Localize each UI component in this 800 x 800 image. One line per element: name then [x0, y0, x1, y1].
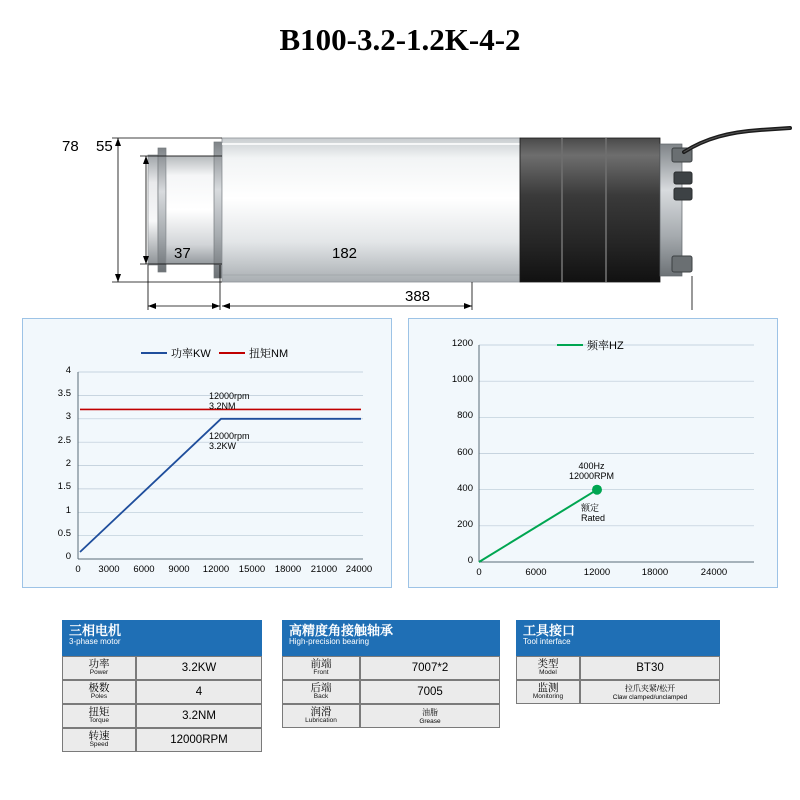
annotation-torque-line2: 3.2NM: [209, 401, 236, 412]
spec-table-motor-header-cn: 三相电机: [69, 623, 122, 638]
spec-table-bearing-header: [282, 620, 500, 656]
spec-key-back-bearing-cn: 后端: [310, 682, 332, 695]
spec-key-front-bearing-en: Front: [313, 668, 329, 676]
spec-key-monitoring-cn: 监测: [537, 682, 559, 695]
spec-key-power-en: Power: [89, 668, 109, 676]
ytick-1: 1: [65, 505, 71, 516]
legend-frequency: [557, 337, 624, 353]
spec-value-lubrication-en: Grease: [419, 718, 441, 725]
spec-key-front-bearing-cn: 前端: [310, 658, 332, 671]
dim-total-length: 388: [405, 288, 431, 305]
spec-key-front-bearing: [282, 656, 360, 680]
annotation-rated-en: Rated: [581, 513, 606, 524]
spec-key-speed-cn: 转速: [88, 730, 110, 743]
spec-value-torque: [136, 704, 262, 728]
spec-table-bearing-header-cn: 高精度角接触轴承: [289, 623, 394, 638]
ytick-1-5: 1.5: [57, 481, 71, 492]
spec-key-torque: [62, 704, 136, 728]
ytick-2-5: 2.5: [57, 435, 71, 446]
annotation-rated-line1: 400Hz: [578, 461, 605, 471]
spec-key-speed: [62, 728, 136, 752]
table-row: [62, 704, 262, 728]
ytick-1200: 1200: [451, 338, 473, 349]
spec-value-lubrication: [360, 704, 500, 728]
xtick-18000: 18000: [274, 564, 302, 575]
xtick-15000: 15000: [238, 564, 266, 575]
spec-key-back-bearing: [282, 680, 360, 704]
ytick-0: 0: [65, 551, 71, 562]
spec-value-lubrication-cn: 油脂: [422, 708, 438, 717]
annotation-torque: [209, 391, 250, 412]
annotation-rated-point: [569, 461, 614, 482]
ytick-800: 800: [457, 410, 473, 421]
spec-value-back-bearing: [360, 680, 500, 704]
spec-value-speed: [136, 728, 262, 752]
spec-key-torque-cn: 扭矩: [88, 706, 110, 719]
table-row: [62, 656, 262, 680]
legend-swatch-torque: [219, 352, 245, 354]
ytick-2: 2: [65, 458, 71, 469]
spec-table-tool-interface-header-cn: 工具接口: [523, 623, 576, 638]
spec-table-bearing: [282, 620, 500, 728]
xtick-12000: 12000: [202, 564, 230, 575]
spindle-drawing: [0, 60, 800, 310]
table-row: [282, 680, 500, 704]
table-row: [282, 704, 500, 728]
spec-value-speed-text: 12000RPM: [170, 734, 228, 746]
ytick-400: 400: [457, 483, 473, 494]
table-row: [516, 680, 720, 704]
legend-swatch-power: [141, 352, 167, 354]
legend-swatch-frequency: [557, 344, 583, 346]
spec-key-power-cn: 功率: [88, 658, 110, 671]
ytick-600: 600: [457, 447, 473, 458]
xtick-12000: 12000: [583, 567, 611, 578]
spec-table-bearing-header-en: High-precision bearing: [289, 636, 370, 646]
spec-value-poles-text: 4: [195, 686, 203, 698]
spec-table-tool-interface-header-en: Tool interface: [523, 636, 571, 646]
spec-value-monitoring-cn: 拉爪夹紧/松开: [624, 684, 676, 693]
spec-value-torque-text: 3.2NM: [182, 710, 216, 722]
spec-value-power: [136, 656, 262, 680]
spindle-drawing-svg: [0, 60, 800, 310]
spec-value-front-bearing-text: 7007*2: [411, 662, 449, 674]
ytick-1000: 1000: [451, 374, 473, 385]
xtick-18000: 18000: [641, 567, 669, 578]
spec-value-tool-model-text: BT30: [636, 662, 664, 674]
spec-key-lubrication: [282, 704, 360, 728]
spec-value-front-bearing: [360, 656, 500, 680]
legend-torque: [219, 345, 288, 361]
spec-table-motor-header: [62, 620, 262, 656]
spec-value-power-text: 3.2KW: [181, 662, 217, 674]
spec-value-monitoring-en: Claw clamped/unclamped: [612, 694, 688, 701]
ytick-200: 200: [457, 519, 473, 530]
table-row: [62, 680, 262, 704]
ytick-3-5: 3.5: [57, 388, 71, 399]
annotation-power-line2: 3.2KW: [209, 441, 237, 452]
spec-value-tool-model: [580, 656, 720, 680]
dim-body-length: 182: [332, 245, 358, 262]
dim-nose-length: 37: [174, 245, 191, 262]
dim-height-outer: 78: [62, 138, 79, 155]
spec-table-motor: [62, 620, 262, 752]
xtick-9000: 9000: [168, 564, 190, 575]
spec-key-poles-en: Poles: [90, 692, 108, 700]
spec-table-tool-interface: [516, 620, 720, 704]
table-row: [62, 728, 262, 752]
xtick-6000: 6000: [133, 564, 155, 575]
power-torque-chart: [22, 318, 392, 588]
page-title: B100-3.2-1.2K-4-2: [279, 22, 521, 57]
legend-label-frequency: 频率HZ: [587, 340, 624, 352]
table-row: [282, 656, 500, 680]
spec-key-tool-model-cn: 类型: [537, 658, 559, 671]
spec-value-poles: [136, 680, 262, 704]
spec-value-back-bearing-text: 7005: [417, 686, 443, 698]
spec-value-monitoring: [580, 680, 720, 704]
xtick-0: 0: [75, 564, 81, 575]
legend-power: [141, 345, 211, 361]
frequency-chart: [408, 318, 778, 588]
annotation-rated-label: [581, 503, 605, 524]
spec-key-lubrication-en: Lubrication: [305, 716, 337, 724]
spec-key-poles: [62, 680, 136, 704]
spec-key-back-bearing-en: Back: [313, 692, 329, 700]
spec-key-tool-model: [516, 656, 580, 680]
annotation-rated-cn: 额定: [581, 503, 600, 513]
spec-table-tool-interface-header: [516, 620, 720, 656]
xtick-0: 0: [476, 567, 482, 578]
annotation-power-line1: 12000rpm: [209, 431, 250, 441]
xtick-3000: 3000: [98, 564, 120, 575]
ytick-0-5: 0.5: [57, 528, 71, 539]
dim-height-inner: 55: [96, 138, 113, 155]
xtick-21000: 21000: [310, 564, 338, 575]
spec-key-tool-model-en: Model: [539, 668, 557, 676]
ytick-0: 0: [467, 555, 473, 566]
spec-table-motor-header-en: 3-phase motor: [69, 636, 121, 646]
annotation-rated-line2: 12000RPM: [569, 471, 615, 482]
ytick-4: 4: [65, 365, 71, 376]
spec-key-monitoring: [516, 680, 580, 704]
annotation-torque-line1: 12000rpm: [209, 391, 250, 401]
spec-key-monitoring-en: Monitoring: [532, 692, 564, 700]
annotation-power: [209, 431, 250, 452]
spec-key-torque-en: Torque: [89, 716, 109, 724]
legend-label-power: 功率KW: [171, 348, 211, 360]
table-row: [516, 656, 720, 680]
spec-key-lubrication-cn: 润滑: [310, 706, 332, 719]
ytick-3: 3: [65, 411, 71, 422]
spec-key-speed-en: Speed: [89, 740, 109, 748]
xtick-24000: 24000: [700, 567, 728, 578]
xtick-6000: 6000: [525, 567, 547, 578]
legend-label-torque: 扭矩NM: [249, 348, 289, 360]
spec-key-power: [62, 656, 136, 680]
spec-key-poles-cn: 极数: [88, 682, 110, 695]
xtick-24000: 24000: [345, 564, 373, 575]
